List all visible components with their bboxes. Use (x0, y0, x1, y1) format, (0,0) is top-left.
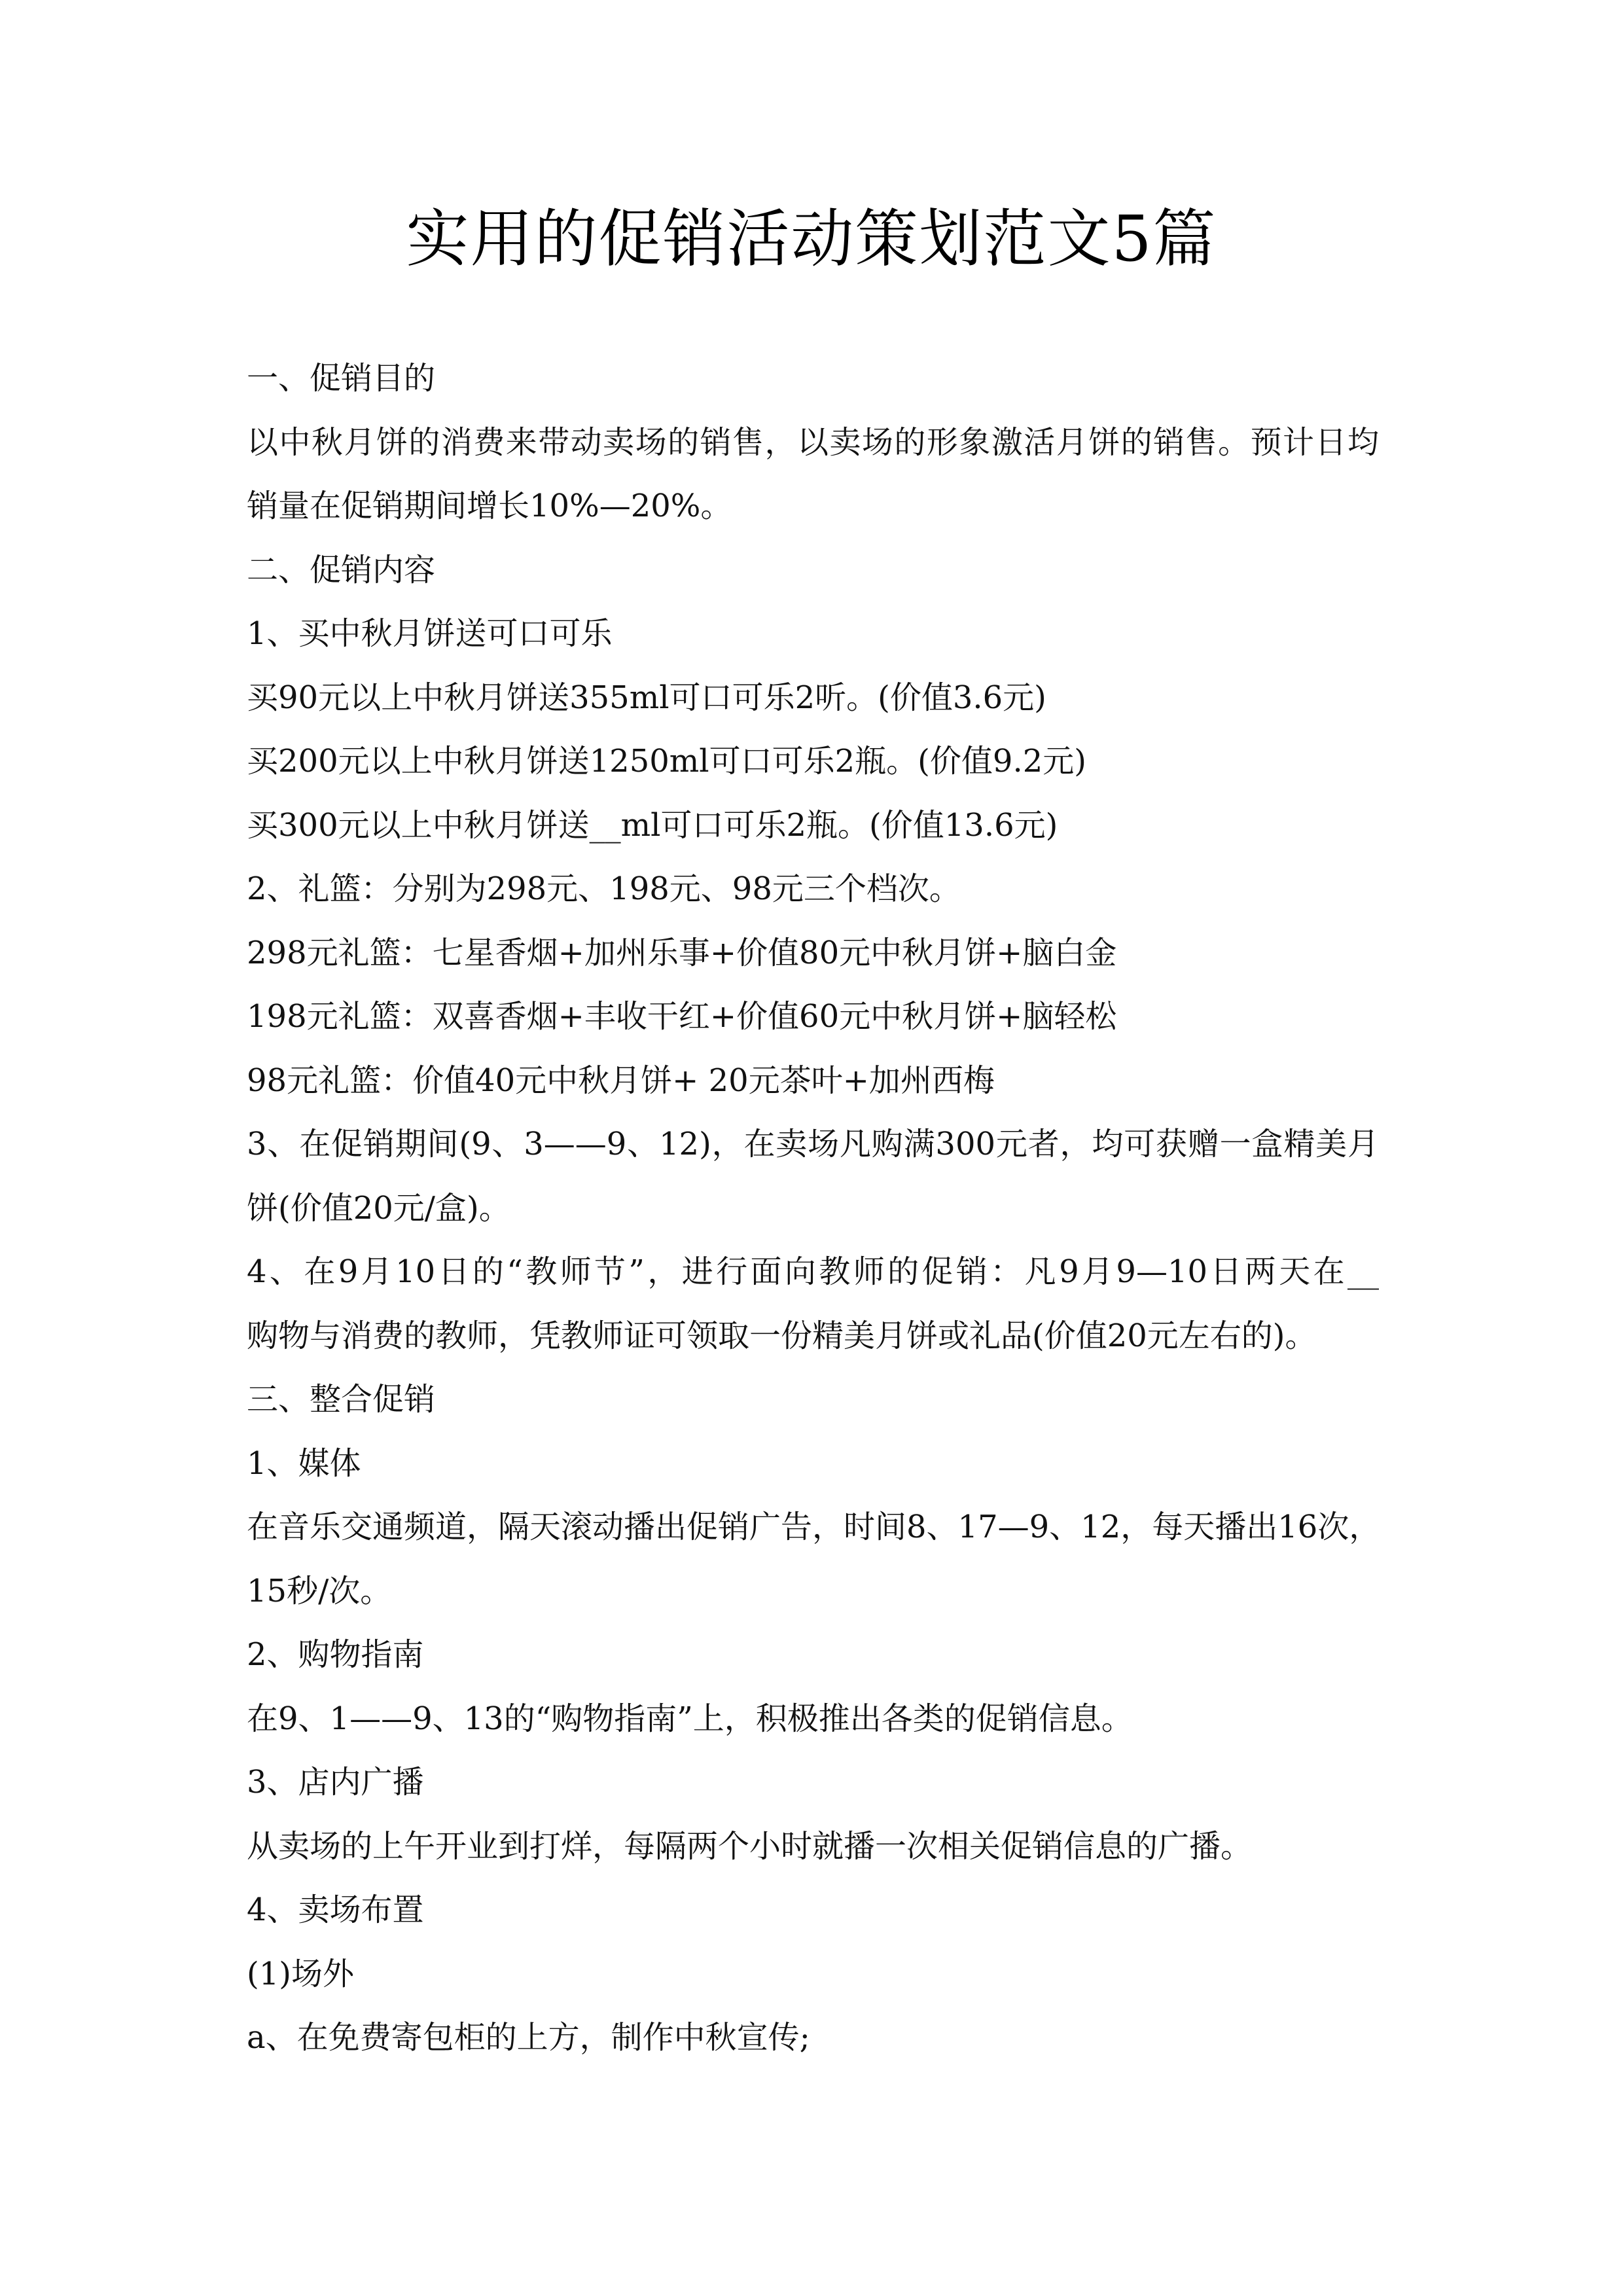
paragraph-line: 在9、1——9、13的“购物指南”上，积极推出各类的促销信息。 (247, 1700, 1133, 1737)
subheading-media: 1、媒体 (247, 1444, 361, 1482)
document-body (247, 347, 1379, 2070)
subheading-shopping-guide: 2、购物指南 (247, 1636, 424, 1673)
paragraph-line: 买90元以上中秋月饼送355ml可口可乐2听。(价值3.6元) (247, 679, 1046, 716)
paragraph-line: 买300元以上中秋月饼送__ml可口可乐2瓶。(价值13.6元) (247, 806, 1058, 844)
document-title: 实用的促销活动策划范文5篇 (406, 202, 1217, 276)
section-heading-purpose: 一、促销目的 (247, 360, 436, 397)
section-heading-content: 二、促销内容 (247, 551, 436, 588)
paragraph-line: 在音乐交通频道，隔天滚动播出促销广告，时间8、17—9、12，每天播出16次， (247, 1509, 1381, 1545)
paragraph-line: 3、在促销期间(9、3——9、12)，在卖场凡购满300元者，均可获赠一盒精美月 (247, 1126, 1379, 1162)
subheading-gift-basket: 2、礼篮：分别为298元、198元、98元三个档次。 (247, 870, 961, 907)
paragraph-line: 4、在9月10日的“教师节”，进行面向教师的促销：凡9月9—10日两天在__ (247, 1253, 1379, 1290)
paragraph-line: 298元礼篮：七星香烟+加州乐事+价值80元中秋月饼+脑白金 (247, 934, 1117, 971)
paragraph-line: 98元礼篮：价值40元中秋月饼+ 20元茶叶+加州西梅 (247, 1062, 995, 1099)
subheading-store-broadcast: 3、店内广播 (247, 1764, 424, 1801)
paragraph-line: 购物与消费的教师，凭教师证可领取一份精美月饼或礼品(价值20元左右的)。 (247, 1317, 1317, 1354)
subheading-cola-gift: 1、买中秋月饼送可口可乐 (247, 615, 613, 652)
paragraph-line: 198元礼篮：双喜香烟+丰收干红+价值60元中秋月饼+脑轻松 (247, 998, 1117, 1035)
paragraph-line: 以中秋月饼的消费来带动卖场的销售，以卖场的形象激活月饼的销售。预计日均 (247, 423, 1379, 461)
paragraph-line: 15秒/次。 (247, 1572, 392, 1609)
section-heading-integrated: 三、整合促销 (247, 1381, 436, 1418)
subheading-store-layout: 4、卖场布置 (247, 1892, 424, 1928)
paragraph-line: 买200元以上中秋月饼送1250ml可口可乐2瓶。(价值9.2元) (247, 743, 1086, 780)
paragraph-line: 从卖场的上午开业到打烊，每隔两个小时就播一次相关促销信息的广播。 (247, 1827, 1253, 1865)
subheading-outdoor: (1)场外 (247, 1955, 354, 1992)
paragraph-line: a、在免费寄包柜的上方，制作中秋宣传; (247, 2019, 810, 2056)
paragraph-line: 销量在促销期间增长10%—20%。 (247, 488, 732, 524)
paragraph-line: 饼(价值20元/盒)。 (247, 1189, 510, 1227)
